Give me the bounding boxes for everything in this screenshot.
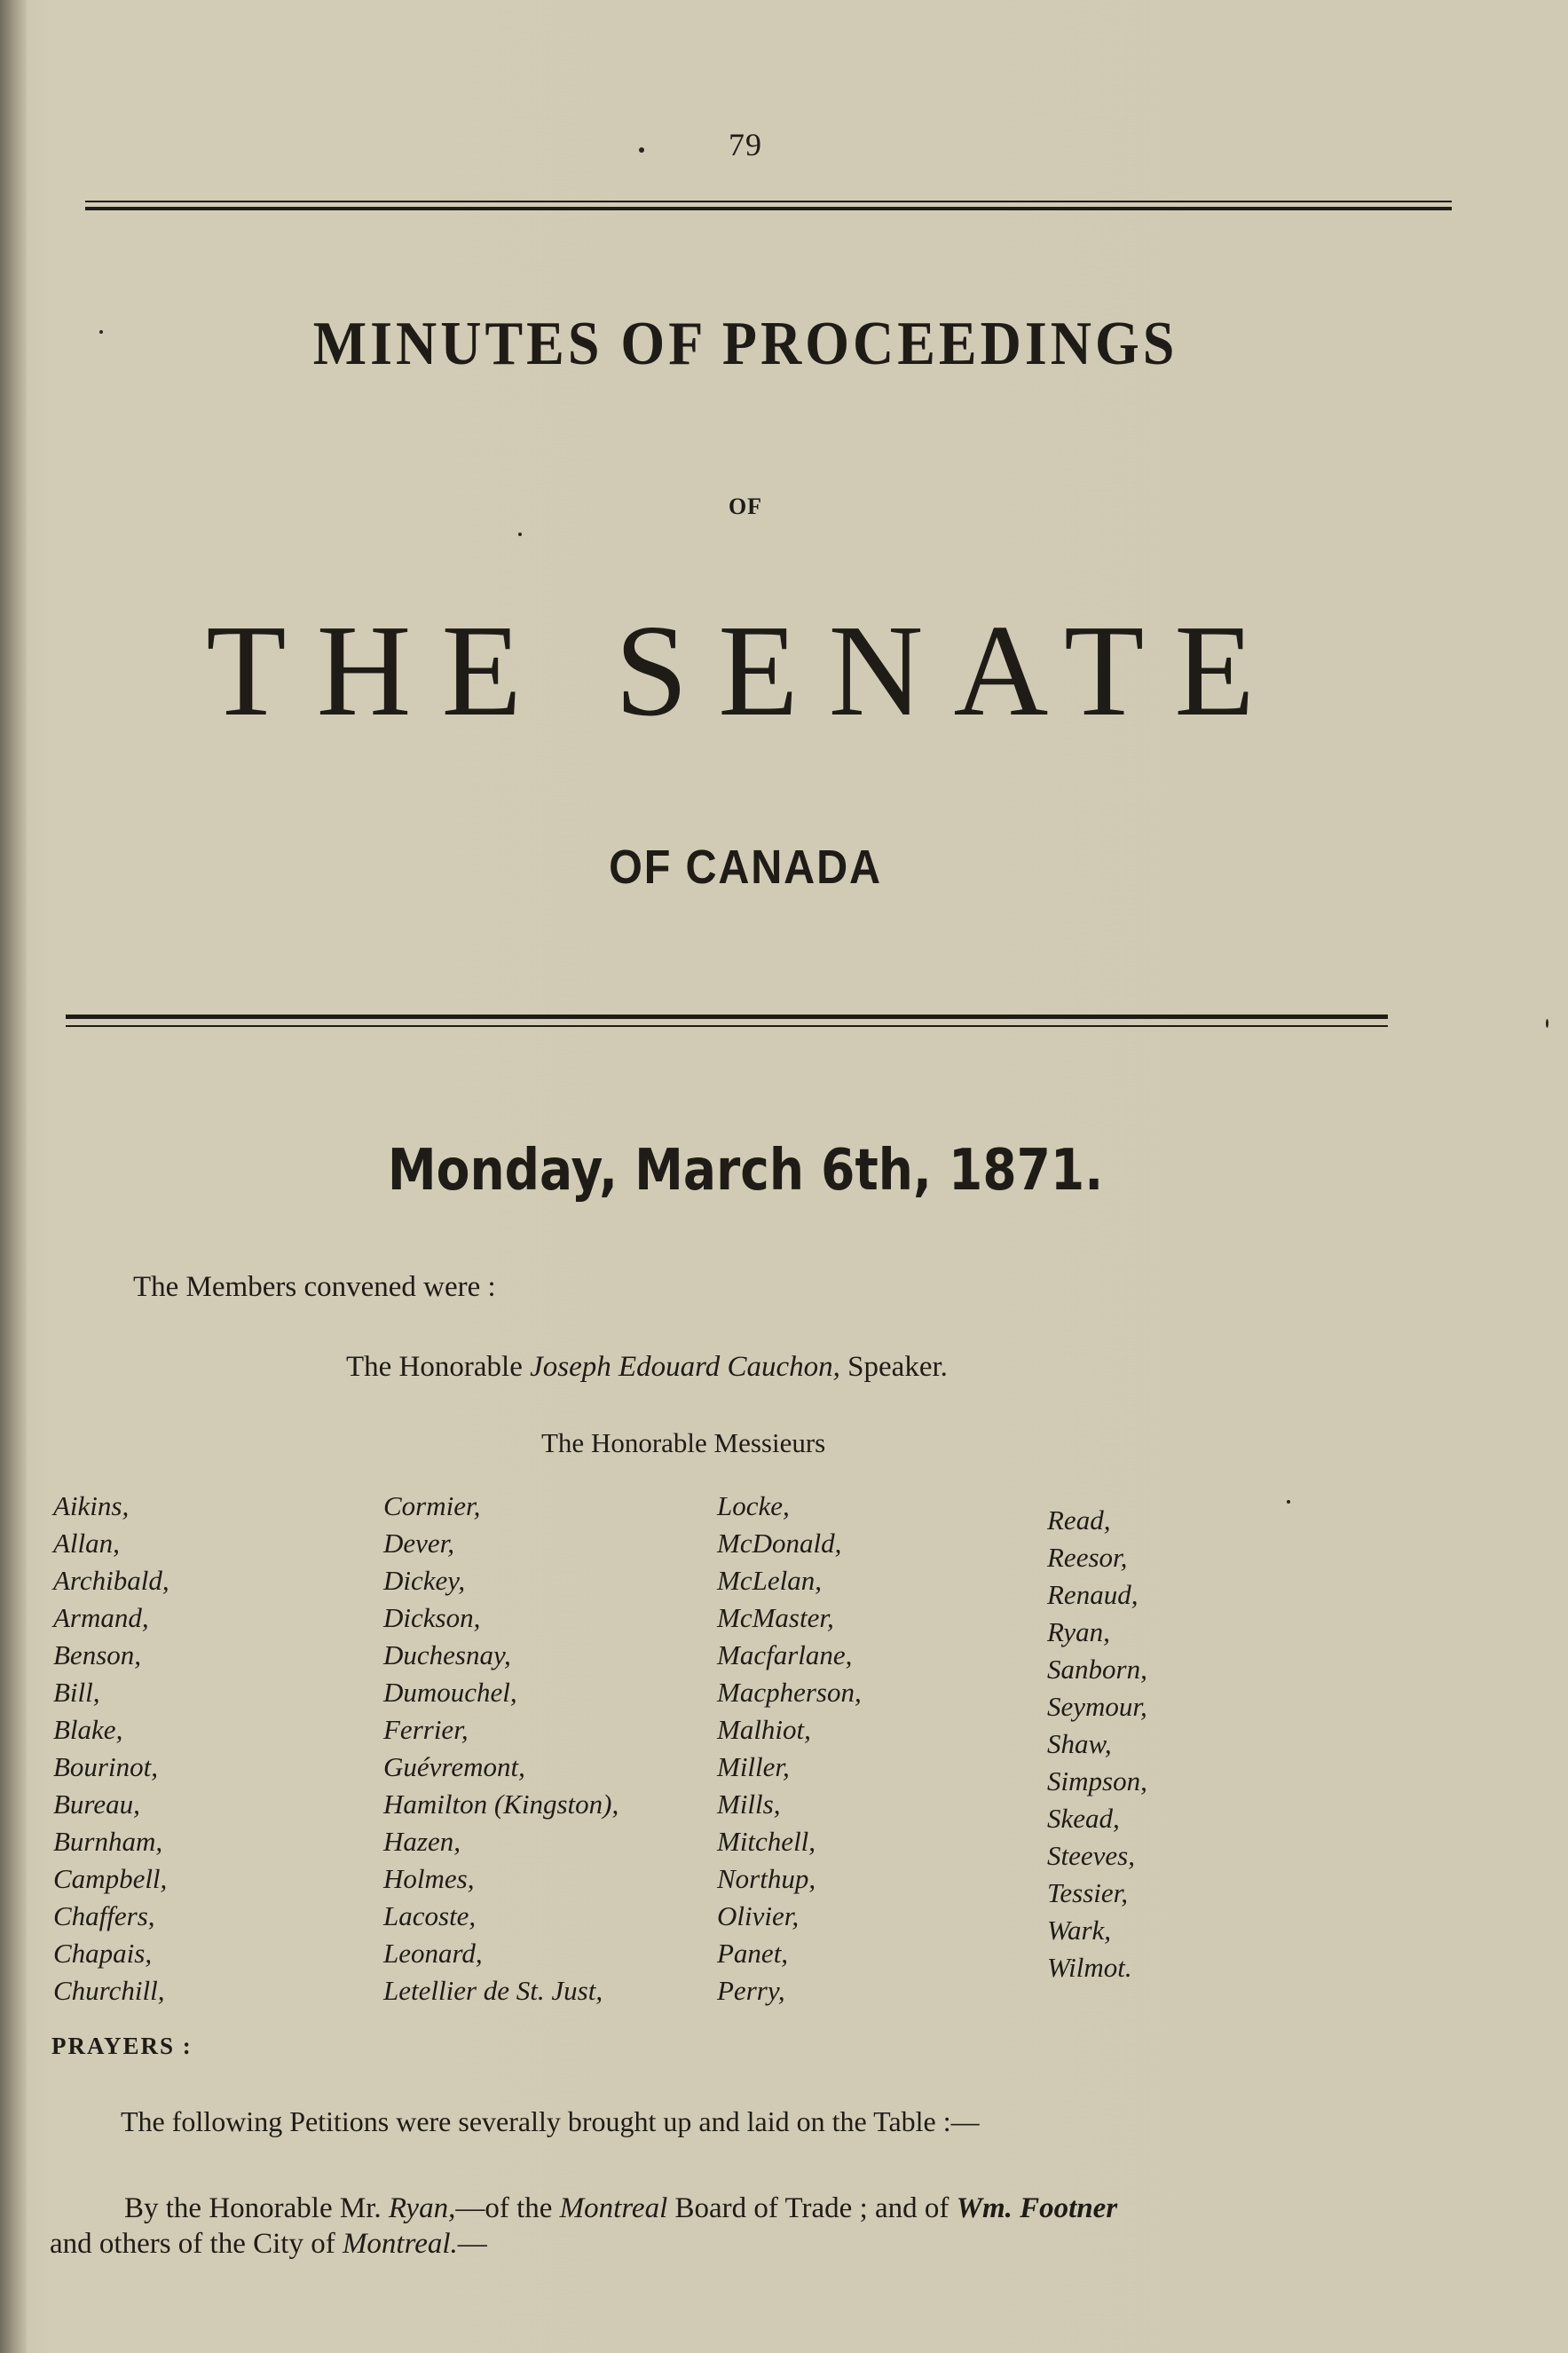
member-name: Wilmot. (1047, 1952, 1132, 1983)
petition-city: Montreal (559, 2192, 668, 2224)
member-name: Panet, (717, 1938, 789, 1969)
members-column-3 (717, 1488, 862, 2010)
ink-speck (518, 533, 522, 536)
member-name: Northup, (717, 1863, 816, 1894)
masthead-of: OF (728, 493, 763, 519)
member-name: Simpson, (1047, 1765, 1147, 1796)
member-name: McLelan, (717, 1565, 822, 1596)
petition-line-1 (124, 2192, 1117, 2225)
member-name: Leonard, (383, 1938, 483, 1969)
petition-member: Ryan, (388, 2192, 456, 2224)
member-name: Campbell, (53, 1863, 168, 1894)
member-name: Mills, (717, 1788, 781, 1820)
petition-board: Board of Trade ; and of (674, 2192, 949, 2224)
member-name: Hamilton (Kingston), (383, 1788, 619, 1820)
ink-speck (1287, 1500, 1290, 1504)
member-name: McMaster, (717, 1602, 834, 1633)
petition-city-2: Montreal. (342, 2228, 458, 2260)
member-name: Dickson, (383, 1602, 481, 1633)
masthead-the-senate: THE SENATE (206, 598, 1285, 744)
member-name: Armand, (53, 1602, 149, 1633)
member-name: Archibald, (53, 1565, 169, 1596)
member-name: Hazen, (383, 1826, 461, 1857)
member-name: Blake, (53, 1714, 123, 1745)
member-name: Letellier de St. Just, (383, 1975, 603, 2006)
member-name: Churchill, (53, 1975, 165, 2006)
petition-prefix: By the Honorable Mr. (124, 2192, 382, 2224)
member-name: Chaffers, (53, 1900, 155, 1931)
member-name: Chapais, (53, 1938, 153, 1969)
petition-person: Wm. Footner (956, 2192, 1118, 2224)
member-name: Burnham, (53, 1826, 163, 1857)
member-name: Dickey, (383, 1565, 466, 1596)
member-name: Guévremont, (383, 1751, 525, 1782)
members-column-4 (1047, 1502, 1147, 1986)
ink-speck (639, 147, 644, 153)
member-name: Mitchell, (717, 1826, 816, 1857)
member-name: Ferrier, (383, 1714, 469, 1745)
member-name: Ryan, (1047, 1616, 1110, 1647)
speaker-title: Speaker. (847, 1351, 948, 1383)
masthead-rule-thin (66, 1025, 1388, 1027)
petitions-intro: The following Petitions were severally brought up and laid on the Table :— (121, 2105, 980, 2137)
messieurs-heading: The Honorable Messieurs (541, 1427, 826, 1458)
petition-line-2 (50, 2228, 487, 2261)
member-name: Bourinot, (53, 1751, 158, 1782)
member-name: Wark, (1047, 1915, 1112, 1946)
members-column-1 (53, 1488, 169, 2010)
member-name: Allan, (53, 1528, 120, 1559)
member-name: Aikins, (53, 1490, 130, 1521)
top-rule-thick (85, 207, 1452, 210)
member-name: Read, (1047, 1504, 1111, 1536)
member-name: Seymour, (1047, 1691, 1147, 1722)
member-name: Olivier, (717, 1900, 800, 1931)
ink-speck (1546, 1019, 1548, 1028)
member-name: Reesor, (1047, 1542, 1128, 1573)
member-name: Shaw, (1047, 1728, 1112, 1759)
member-name: Lacoste, (383, 1900, 477, 1931)
member-name: Holmes, (383, 1863, 475, 1894)
top-rule-thin (85, 201, 1452, 202)
member-name: Tessier, (1047, 1877, 1129, 1908)
masthead-of-canada: OF CANADA (609, 841, 882, 894)
members-intro: The Members convened were : (133, 1271, 496, 1303)
member-name: Steeves, (1047, 1840, 1135, 1871)
member-name: Benson, (53, 1639, 142, 1670)
member-name: Cormier, (383, 1490, 481, 1521)
member-name: Duchesnay, (383, 1639, 511, 1670)
member-name: Perry, (717, 1975, 785, 2006)
member-name: Malhiot, (717, 1714, 811, 1745)
prayers-label: PRAYERS : (51, 2033, 193, 2059)
member-name: Renaud, (1047, 1579, 1139, 1610)
member-name: Miller, (717, 1751, 790, 1782)
masthead-minutes-of-proceedings: MINUTES OF PROCEEDINGS (312, 308, 1178, 378)
petition-line2-prefix: and others of the City of (50, 2228, 335, 2260)
member-name: Locke, (717, 1490, 790, 1521)
petition-line2-suffix: — (457, 2228, 487, 2260)
member-name: Dumouchel, (383, 1677, 517, 1708)
member-name: Macfarlane, (717, 1639, 853, 1670)
petition-dash-of-the: —of the (455, 2192, 553, 2224)
members-column-2 (383, 1488, 619, 2010)
member-name: Bureau, (53, 1788, 140, 1820)
page-number: 79 (729, 127, 762, 162)
speaker-line (346, 1351, 948, 1384)
ink-speck (99, 330, 103, 334)
member-name: Sanborn, (1047, 1654, 1147, 1685)
speaker-prefix: The Honorable (346, 1351, 523, 1383)
member-name: McDonald, (717, 1528, 842, 1559)
member-name: Dever, (383, 1528, 455, 1559)
masthead-rule-thick (66, 1015, 1388, 1019)
member-name: Skead, (1047, 1803, 1120, 1834)
speaker-name: Joseph Edouard Cauchon, (530, 1351, 840, 1383)
member-name: Macpherson, (717, 1677, 862, 1708)
sitting-date-heading: Monday, March 6th, 1871. (387, 1138, 1104, 1204)
member-name: Bill, (53, 1677, 100, 1708)
